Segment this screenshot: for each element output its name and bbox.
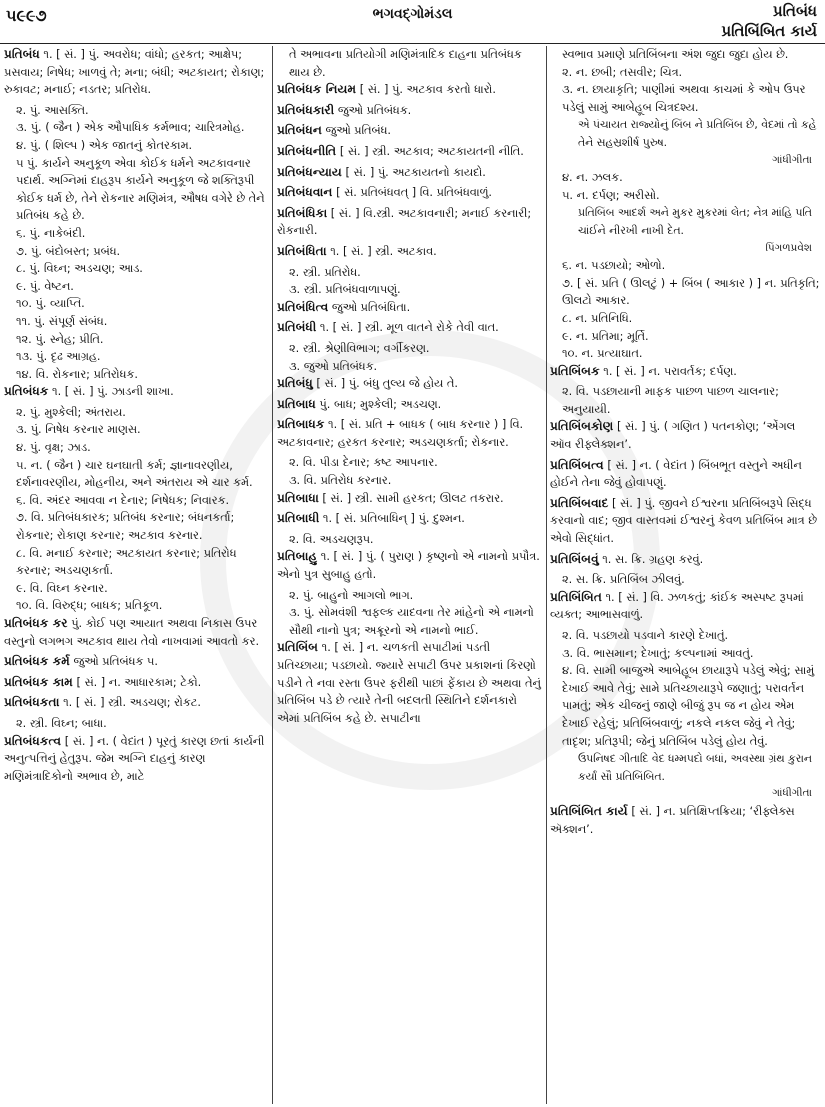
headword: પ્રતિબંધી [277,320,317,335]
sense-definition: ૧૦. વિ. વિરુદ્ધ; બાધક; પ્રતિકૂળ. [16,599,163,613]
headword: પ્રતિબિંબવાદ [550,495,609,510]
dictionary-entry [277,319,543,337]
sense-definition: ૧૦. પું. વ્યાપ્તિ. [16,297,85,311]
sense-definition: ૨. વિ. અડચણરૂપ. [289,532,374,546]
sense-definition: ૩. વિ. ભાસમાન; દેખાતું; કલ્પનામાં આવતું. [562,646,754,660]
sense-definition: ૭. પું. બંદોબસ્ત; પ્રબંધ. [16,244,121,258]
sense-definition: ૯. ન. પ્રતિમા; મૂર્તિ. [562,329,649,343]
headword: પ્રતિબંધનીતિ [277,143,337,158]
book-title: ભગવદ્ગોમંડલ [372,6,453,22]
headword: પ્રતિબિંબવું [550,551,599,566]
dictionary-entry [277,396,543,414]
column-2 [277,46,543,1104]
sense-definition: ૨. ન. છબી; તસવીર; ચિત્ર. [562,65,683,79]
guide-word-bottom: પ્રતિબિંબિત કાર્ય [721,22,817,40]
dictionary-entry [4,615,270,650]
sense-definition: ૨. સ્ત્રી. શ્રેણીવિભાગ; વર્ગીકરણ. [289,341,430,355]
definition-text: [ સં. ] ન. ( વેદાંત ) પૂરતું કારણ છતાં કાર્યની અનુત્પત્તિનું હેતુરૂપ. જેમ અગ્નિ દાહનું કારણ મણિમંત્રાદિકોનો અભાવ છે, માટે [4,734,265,783]
headword: પ્રતિબંધિત્વ [277,299,329,314]
definition-text: જુઓ પ્રતિબંધ. [321,124,391,138]
sense-definition: ૪. પું. ( શિલ્પ ) એક જાતનું કોતરકામ. [16,138,193,152]
dictionary-entry [277,102,543,120]
headword: પ્રતિબંધકારી [277,102,335,117]
citation-source: ગાંધીગીતા [772,153,812,166]
dictionary-entry [4,46,270,99]
sense-definition: ૨. સ્ત્રી. પ્રતિરોધ. [289,265,361,279]
headword: પ્રતિબંધુ [277,376,313,391]
dictionary-entry [4,674,270,692]
headword: પ્રતિબાધક [277,417,325,432]
dictionary-entry [277,416,543,451]
definition-text: [ સં. ] પું. અટકાવ કરતો ધારો. [356,83,496,97]
headword: પ્રતિબિંબત્વ [550,457,604,472]
sense-definition: ૬. વિ. અંદર આવવા ન દેનાર; નિષેધક; નિવારક. [16,493,230,507]
dictionary-entry [277,143,543,161]
headword: પ્રતિબંધક કામ [4,674,73,689]
dictionary-entry [550,551,820,569]
definition-text: ૧. [ સં. ] ન. ચળકતી સપાટીમાં પડતી પ્રતિચ્છાયા; પડછાયો. જ્યારે સપાટી ઉપર પ્રકાશનાં કિરણો પડીને તે નવા રસ્તા ઉપર ફરીથી પાછાં ફેંકાય છે અથવા તેનું પ્રતિબિંબ પડે છે ત્યારે તેની બદલતી સ્થિતિને દર્શનકારો એમાં પ્રતિબિંબ કહે છે. સપાટીના [277,641,541,725]
dictionary-entry [550,457,820,492]
headword: પ્રતિબિંબકોણ [550,419,614,434]
sense-definition: ૬. ન. પડછાયો; ઓળો. [562,259,666,273]
headword: પ્રતિબિંબ [277,640,319,655]
sense-definition: ૩. જુઓ પ્રતિબંધક. [289,359,378,373]
sense-definition: ૩. પું. ( જૈન ) એક ઔપાધિક કર્મભાવ; ચારિત્રમોહ. [16,121,245,135]
definition-text: પું. કોઈ પણ આયાત અથવા નિકાસ ઉપર વસ્તુનો લગભગ અટકાવ થાય તેવો નાખવામાં આવતો કર. [4,617,260,648]
dictionary-entry [277,164,543,182]
definition-text: [ સં. ] પું. અટકાયતનો કાયદો. [341,165,486,179]
sense-definition: ૨. પું. મુશ્કેલી; અંતરાય. [16,405,126,419]
definition-text: જુઓ પ્રતિબંધક ૫. [69,655,158,669]
dictionary-entry [550,803,820,838]
definition-text: ૧. [ સં. ] પું. ( પુરાણ ) કૃષ્ણનો એ નામનો પ્રપૌત્ર. એનો પુત્ર સુબાહુ હતો. [277,550,540,582]
sense-definition: ૩. વિ. પ્રતિરોધ કરનાર. [289,474,392,488]
guide-word-top: પ્રતિબંધ [772,2,817,20]
headword: પ્રતિબાધા [277,490,319,505]
sense-definition: ૯. વિ. વિઘ્ન કરનાર. [16,581,108,595]
sense-definition: ૮. ન. પ્રતિનિધિ. [562,311,633,325]
dictionary-entry [277,299,543,317]
dictionary-entry [277,375,543,393]
page-number: ૫૯૯૭ [6,6,47,25]
headword: પ્રતિબંધકત્વ [4,733,62,748]
definition-text: ૧. [ સં. ] વિ. ઝળકતું; કાંઈક અસ્પષ્ટ રૂપમાં વ્યક્ત; આભાસવાળું. [550,590,804,622]
definition-text: ૧. [ સં. ] પું. અવરોધ; વાંધો; હરકત; આક્ષેપ; પ્રસવાય; નિષેધ; ખાળવું તે; મના; બંધી; અટકાયત; રોકાણ; રુકાવટ; મનાઈ; નડતર; પ્રતિરોધ. [4,48,265,97]
sense-definition: ૭. વિ. પ્રતિબંધકારક; પ્રતિબંધ કરનાર; બંધનકર્તા; રોકનાર; રોકાણ કરનાર; અટકાવ કરનાર. [16,511,235,543]
definition-text: ૧. [ સં. પ્રતિ + બાધક ( બાધ કરનાર ) ] વિ. અટકાવનાર; હરકત કરનાર; અડચણકર્તા; રોકનાર. [277,418,524,449]
sense-definition: ૨. સ્ત્રી. વિઘ્ન; બાધા. [16,716,107,730]
citation-source: પિંગળપ્રવેશ [765,241,812,254]
sense-definition: ૧૧. પું. સંપૂર્ણ સંબંધ. [16,314,108,328]
headword: પ્રતિબાધ [277,396,316,411]
definition-text: ૧. [ સં. ] પું. ઝાડની શાખા. [48,385,174,399]
headword: પ્રતિબંધન [277,123,322,138]
sense-definition: ૯. પું. વેષ્ટન. [16,279,74,293]
dictionary-entry [277,243,543,261]
dictionary-entry [277,490,543,508]
headword: પ્રતિબંધક [4,384,49,399]
definition-text: [ સં. ] સ્ત્રી. અટકાવ; અટકાયતની નીતિ. [336,144,524,158]
definition-text: ૧. [ સં. ] સ્ત્રી. અડચણ; રોકટ. [59,696,201,710]
definition-text: [ સં. ] ન. પ્રતિક્ષિપ્તક્રિયા; ‘રીફ્લેક્સ ઍક્શન’. [550,804,795,836]
definition-text: [ સં. ] વિ.સ્ત્રી. અટકાવનારી; મનાઈ કરનારી; રોકનારી. [277,206,532,238]
dictionary-entry [4,383,270,401]
citation-quote: ઉપનિષદ ગીતાદિ વેદ ધમ્મપદો બધાં, અવસ્થા ગ્રંથ કુરાન કર્યાં સૌ પ્રતિબિંબિત. [578,752,812,783]
dictionary-entry [277,122,543,140]
definition-text: [ સં. ] સ્ત્રી. સામી હરકત; ઊલટ તકરાર. [318,491,504,505]
definition-text: જુઓ પ્રતિબંધક. [334,103,412,117]
sense-definition: ૧૪. વિ. રોકનાર; પ્રતિરોધક. [16,367,138,381]
dictionary-entry [277,81,543,99]
headword: પ્રતિબિંબિત કાર્ય [550,803,628,818]
dictionary-entry [550,495,820,548]
dictionary-entry [4,733,270,786]
sense-definition: ૮. વિ. મનાઈ કરનાર; અટકાયત કરનાર; પ્રતિરોધ કરનાર; અડચણકર્તા. [16,546,237,578]
headword: પ્રતિબાહુ [277,549,318,564]
definition-text: [ સં. ] પું. ( ગણિત ) પતનકોણ; ‘એંગલ ઑવ રીફ્લેક્શન’. [550,420,796,452]
definition-text: ૧. [ સં. પ્રતિબાધિન્ ] પું. દુશ્મન. [319,512,465,526]
sense-definition: ૪. વિ. સામી બાજુએ આબેહૂબ છાયારૂપે પડેલું એવું; સામું દેખાઈ આવે તેવું; સામે પ્રતિચ્છાયારૂપે જણાતું; પરાવર્તન પામતું; એક ચીજનું જાણે બીજું રૂપ જ ન હોય એમ દેખાઈ રહેલું; પ્રતિબિંબવાળું; નકલે નકલ જેવું ને તેવું; તાદૃશ; પ્રતિરૂપી; જેનું પ્રતિબિંબ પડેલું હોય તેવું. [562,664,815,748]
headword: પ્રતિબંધકતા [4,695,60,710]
sense-definition: ૫. ન. ( જૈન ) ચાર ઘનઘાતી કર્મ; જ્ઞાનાવરણીય, દર્શનાવરણીય, મોહનીય, અને અંતરાય એ ચાર કર્મ. [16,458,253,490]
sense-definition: ૩. ન. છાયાકૃતિ; પાણીમાં અથવા કાચમાં કે ઓપ ઉપર પડેલું સામું આબેહૂબ ચિત્રદશ્ય. [562,83,806,114]
definition-text: [ સં. ] પું. બંધુ તુલ્ય જે હોય તે. [312,377,458,391]
headword: પ્રતિબંધિતા [277,243,327,258]
column-1 [4,46,270,1104]
column-3 [550,46,820,1104]
citation-quote: એ પંચાયત રાજ્યોનું બિંબ ને પ્રતિબિંબ છે, વેદમાં તો કહે તેને સહસ્રશીર્ષ પુરુષ. [578,118,817,149]
dictionary-entry [277,510,543,528]
column-divider [546,46,547,1104]
sense-definition: ૫. ન. દર્પણ; અરીસો. [562,188,660,202]
headword: પ્રતિબિંબક [550,363,600,378]
sense-definition: ૩. પું. સોમવંશી શ્વફલ્ક યાદવના તેર માંહેનો એ નામનો સૌથી નાનો પુત્ર; અક્રૂરનો એ નામનો ભાઈ. [289,606,534,637]
sense-definition: ૨. વિ. પીડા દેનાર; કષ્ટ આપનાર. [289,456,438,470]
sense-definition: ૪. પું. વૃક્ષ; ઝાડ. [16,441,91,455]
sense-definition: ૨. સ. ક્રિ. પ્રતિબિંબ ઝીલવું. [562,573,685,587]
headword: પ્રતિબિંબિત [550,589,602,604]
sense-definition: ૧૨. પું. સ્નેહ; પ્રીતિ. [16,332,104,346]
definition-text: પું. બાધ; મુશ્કેલી; અડચણ. [315,397,442,411]
headword: પ્રતિબાધી [277,511,320,526]
dictionary-entry [550,363,820,381]
sense-definition: ૨. પું. આસક્તિ. [16,103,89,117]
sense-definition: ૭. [ સં. પ્રતિ ( ઊલટું ) + બિંબ ( આકાર ) ] ન. પ્રતિકૃતિ; ઊલટો આકાર. [562,276,820,308]
sense-definition: ૬. પું. નાકેબંદી. [16,226,86,240]
sense-definition: ૨. વિ. પડછાયાની માફક પાછળ પાછળ ચાલનાર; અનુયાયી. [562,385,779,416]
citation-source: ગાંધીગીતા [772,787,812,800]
column-divider [272,46,273,1104]
sense-definition: ૩. પું. નિષેધ કરનાર માણસ. [16,423,141,437]
sense-definition: ૫ પું. કાર્યને અનુકૂળ એવા કોઈક ધર્મને અટકાવનાર પદાર્થ. અગ્નિમાં દાહરૂપ કાર્યને અનુકૂળ જે શક્તિરૂપી કોઈક ધર્મ છે, તેને રોકનાર મણિમંત્ર, ઔષધ વગેરે છે તેને પ્રતિબંધ કહે છે. [16,156,265,223]
sense-definition: ૩. સ્ત્રી. પ્રતિબંધવાળાપણું. [289,283,401,297]
sense-definition: ૧૩. પું. દૃઢ આગ્રહ. [16,350,101,364]
sense-definition: ૪. ન. ઝલક. [562,171,623,185]
headword: પ્રતિબંધક નિયમ [277,82,357,97]
definition-text: [ સં. પ્રતિબંધવત્ ] વિ. પ્રતિબંધવાળું. [332,186,492,200]
headword: પ્રતિબંધક કર [4,616,68,630]
definition-text: [ સં. ] ન. ( વેદાંત ) બિંબભૂત વસ્તુને અધીન હોઈને તેના જેવું હોવાપણું. [550,458,802,490]
dictionary-entry [277,184,543,202]
definition-text: ૧. [ સં. ] સ્ત્રી. મૂળ વાતને રોકે તેવી વાત. [316,321,499,335]
dictionary-entry [550,589,820,624]
dictionary-entry [277,548,543,583]
sense-definition: તે અભાવના પ્રતિયોગી મણિમંત્રાદિક દાહના પ્રતિબંધક થાય છે. [289,48,522,79]
citation-quote: પ્રતિબિંબ આદર્શ અને મુકર મુકરમાં લેત; નેત્ર માંહિ પતિ ચાંઈને નીરખી નાખી દેત. [578,206,812,237]
dictionary-entry [277,639,543,727]
headword: પ્રતિબંધ [4,47,40,61]
headword: પ્રતિબંધિકા [277,205,328,220]
definition-text: જુઓ પ્રતિબંધિતા. [328,300,411,314]
sense-definition: ૨. વિ. પડછાયો પડવાને કારણે દેખાતું. [562,629,729,642]
dictionary-entry [4,653,270,671]
dictionary-entry [550,418,820,453]
dictionary-entry [4,694,270,712]
sense-definition: ૧૦. ન. પ્રત્યાઘાત. [562,347,643,361]
definition-text: ૧. [ સં. ] સ્ત્રી. અટકાવ. [326,244,437,258]
headword: પ્રતિબંધન્યાય [277,164,342,179]
definition-text: [ સં. ] ન. આધારકામ; ટેકો. [72,675,202,689]
sense-definition: સ્વભાવ પ્રમાણે પ્રતિબિંબના અંશ જુદા જુદા હોય છે. [562,48,789,61]
sense-definition: ૮. પું. વિઘ્ન; અડચણ; આડ. [16,262,143,276]
headword: પ્રતિબંધક કર્મ [4,654,70,669]
definition-text: [ સં. ] પું. જીવને ઈશ્વરના પ્રતિબિંબરૂપે સિદ્ધ કરવાનો વાદ; જીવ વાસ્તવમાં ઈશ્વરનું કેવળ પ્રતિબિંબ માત્ર છે એવો સિદ્ધાંત. [550,496,817,546]
headword: પ્રતિબંધવાન [277,185,333,200]
page-header [0,0,825,44]
sense-definition: ૨. પું. બાહુનો આગલો ભાગ. [289,588,414,602]
definition-text: ૧. સ. ક્રિ. ગ્રહણ કરવું. [598,552,704,566]
dictionary-entry [277,205,543,240]
definition-text: ૧. [ સં. ] ન. પરાવર્તક; દર્પણ. [599,364,737,378]
